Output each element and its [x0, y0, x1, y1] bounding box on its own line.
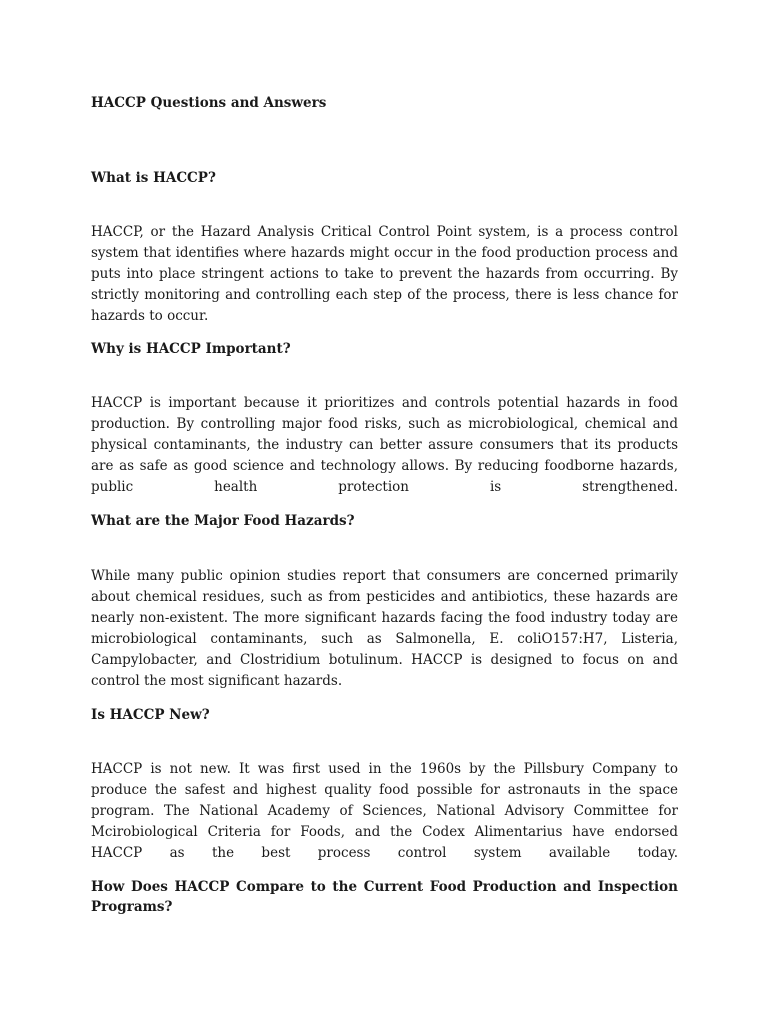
document-title: HACCP Questions and Answers: [91, 95, 327, 111]
section-body-why-important: HACCP is important because it prioritizes and controls potential hazards in food production. By controlling major food risks, such as microbiological, chemical and physical contaminants, the industry can better assure consumers that its products are as safe as good science and technology allows. By reducing foodborne hazards, public health protection is strengthened.: [91, 395, 678, 495]
section-heading-haccp-comparison: How Does HACCP Compare to the Current Food Production and Inspection Programs?: [91, 879, 678, 915]
section-heading-major-food-hazards: What are the Major Food Hazards?: [91, 513, 355, 529]
section-body-major-food-hazards: While many public opinion studies report that consumers are concerned primarily about chemical residues, such as from pesticides and antibiotics, these hazards are nearly non-existent. The more significant hazards facing the food industry today are microbiological contaminants, such as Salmonella, E. coliO157:H7, Listeria, Campylobacter, and Clostridium botulinum. HACCP is designed to focus on and control the most significant hazards.: [91, 568, 678, 689]
section-heading-why-important: Why is HACCP Important?: [91, 341, 291, 357]
section-heading-what-is-haccp: What is HACCP?: [91, 170, 216, 186]
document-page: [91, 93, 678, 917]
section-heading-is-haccp-new: Is HACCP New?: [91, 707, 210, 723]
section-body-what-is-haccp: HACCP, or the Hazard Analysis Critical Control Point system, is a process control system that identifies where hazards might occur in the food production process and puts into place stringent actions to take to prevent the hazards from occurring. By strictly monitoring and controlling each step of the process, there is less chance for hazards to occur.: [91, 224, 678, 324]
section-body-is-haccp-new: HACCP is not new. It was first used in the 1960s by the Pillsbury Company to produce the safest and highest quality food possible for astronauts in the space program. The National Academy of Sciences, National Advisory Committee for Mcirobiological Criteria for Foods, and the Codex Alimentarius have endorsed HACCP as the best process control system available today.: [91, 761, 678, 861]
